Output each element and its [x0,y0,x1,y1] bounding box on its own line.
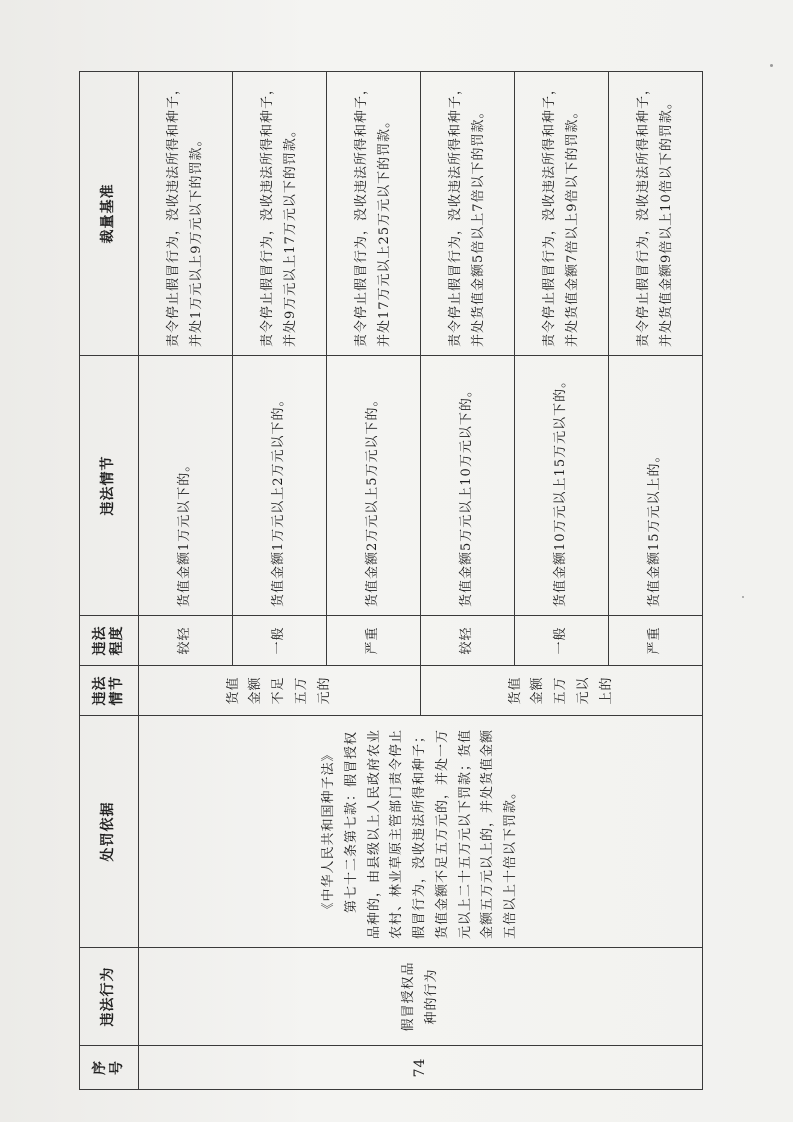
penalty-standard-table [79,71,703,1090]
rotated-table-wrapper [79,72,703,1090]
header-violation-act: 违法行为 [80,948,139,1046]
severity-cell: 严重 [609,616,703,666]
standard-cell: 责令停止假冒行为，没收违法所得和种子，并处货值金额9倍以上10倍以下的罚款。 [609,72,703,356]
table-row [139,72,233,1090]
standard-cell: 责令停止假冒行为，没收违法所得和种子，并处1万元以上9万元以下的罚款。 [139,72,233,356]
scan-speck [742,596,744,598]
detail-cell: 货值金额1万元以上2万元以下的。 [233,356,327,616]
severity-cell: 严重 [327,616,421,666]
violation-act-cell: 假冒授权品种的行为 [139,948,703,1046]
severity-cell: 一般 [515,616,609,666]
scan-speck [770,64,773,67]
detail-cell: 货值金额15万元以上的。 [609,356,703,616]
header-violation-detail: 违法情节 [80,356,139,616]
seq-cell: 74 [139,1046,703,1090]
law-text: 第七十二条第七款：假冒授权品种的，由县级以上人民政府农业农村、林业草原主管部门责令停止假冒行为，没收违法所得和种子；货值金额不足五万元的，并处一万元以上二十五万元以下罚款；货值金额五万元以上的，并处货值金额五倍以上十倍以下罚款。 [343,728,519,939]
header-discretion-standard: 裁量基准 [80,72,139,356]
header-penalty-basis: 处罚依据 [80,716,139,948]
detail-cell: 货值金额10万元以上15万元以下的。 [515,356,609,616]
penalty-basis-cell [139,716,703,948]
standard-cell: 责令停止假冒行为，没收违法所得和种子，并处货值金额7倍以上9倍以下的罚款。 [515,72,609,356]
standard-cell: 责令停止假冒行为，没收违法所得和种子，并处17万元以上25万元以下的罚款。 [327,72,421,356]
standard-cell: 责令停止假冒行为，没收违法所得和种子，并处货值金额5倍以上7倍以下的罚款。 [421,72,515,356]
severity-cell: 较轻 [421,616,515,666]
header-severity: 违法程度 [80,616,139,666]
detail-cell: 货值金额5万元以上10万元以下的。 [421,356,515,616]
table-header-row [80,72,139,1090]
standard-cell: 责令停止假冒行为，没收违法所得和种子，并处9万元以上17万元以下的罚款。 [233,72,327,356]
severity-cell: 较轻 [139,616,233,666]
circumstance-cell: 货值金额五万元以上的 [421,666,703,716]
detail-cell: 货值金额1万元以下的。 [139,356,233,616]
header-seq: 序号 [80,1046,139,1090]
circumstance-cell: 货值金额不足五万元的 [139,666,421,716]
law-title: 《中华人民共和国种子法》 [321,747,337,916]
header-circumstance: 违法情节 [80,666,139,716]
severity-cell: 一般 [233,616,327,666]
detail-cell: 货值金额2万元以上5万元以下的。 [327,356,421,616]
